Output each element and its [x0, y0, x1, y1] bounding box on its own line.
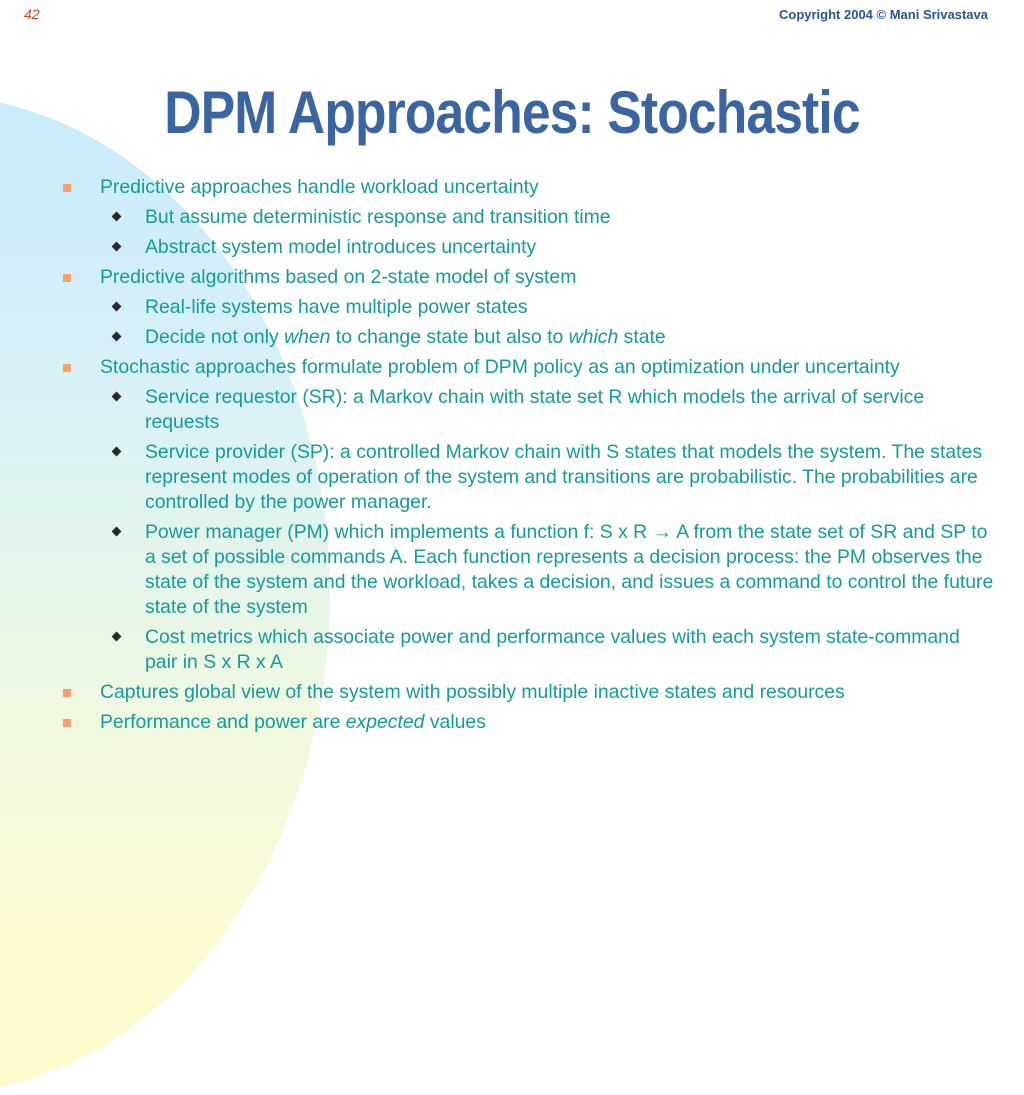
text-segment: state	[618, 326, 666, 348]
bullet-item	[60, 710, 995, 735]
diamond-bullet-icon	[112, 527, 122, 537]
text-segment: Decide not only	[145, 326, 285, 348]
emphasis-text: which	[568, 326, 619, 348]
bullet-text: Service requestor (SR): a Markov chain with state set R which models the arrival of service requests	[145, 386, 925, 433]
diamond-bullet-icon	[112, 392, 122, 402]
bullet-text	[145, 326, 666, 348]
diamond-bullet-icon	[112, 632, 122, 642]
emphasis-text: expected	[345, 711, 425, 733]
bullet-text: Stochastic approaches formulate problem of DPM policy as an optimization under uncertainty	[100, 356, 900, 378]
sub-bullet-item	[60, 235, 995, 260]
sub-bullet-item	[60, 440, 995, 515]
sub-bullet-item	[60, 625, 995, 675]
sub-bullet-item	[60, 325, 995, 350]
diamond-bullet-icon	[112, 447, 122, 457]
sub-bullet-item	[60, 295, 995, 320]
emphasis-text: when	[284, 326, 331, 348]
square-bullet-icon	[63, 719, 71, 727]
sub-bullet-item	[60, 205, 995, 230]
diamond-bullet-icon	[112, 302, 122, 312]
bullet-item	[60, 265, 995, 290]
bullet-item	[60, 175, 995, 200]
copyright-notice: Copyright 2004 © Mani Srivastava	[779, 7, 988, 22]
text-segment: values	[424, 711, 486, 733]
diamond-bullet-icon	[112, 332, 122, 342]
square-bullet-icon	[63, 689, 71, 697]
bullet-text: Power manager (PM) which implements a function f: S x R → A from the state set of SR and SP to a set of possible commands A. Each function represents a decision process: the PM observes the state of the system and the workload, takes a decision, and issues a command to control the future state of the system	[145, 521, 994, 618]
diamond-bullet-icon	[112, 212, 122, 222]
bullet-text: Real-life systems have multiple power states	[145, 296, 528, 318]
text-segment: Performance and power are	[100, 711, 346, 733]
sub-bullet-item	[60, 520, 995, 620]
bullet-list	[60, 175, 995, 740]
bullet-text: But assume deterministic response and transition time	[145, 206, 611, 228]
text-segment: to change state but also to	[330, 326, 569, 348]
square-bullet-icon	[63, 364, 71, 372]
bullet-text: Captures global view of the system with possibly multiple inactive states and resources	[100, 681, 845, 703]
bullet-item	[60, 680, 995, 705]
bullet-item	[60, 355, 995, 380]
sub-bullet-item	[60, 385, 995, 435]
bullet-text: Predictive approaches handle workload uncertainty	[100, 176, 539, 198]
slide-number: 42	[24, 6, 40, 22]
bullet-text: Service provider (SP): a controlled Markov chain with S states that models the system. The states represent modes of operation of the system and transitions are probabilistic. The probabilities are controlled by the power manager.	[145, 441, 983, 513]
bullet-text: Predictive algorithms based on 2-state model of system	[100, 266, 577, 288]
bullet-text: Abstract system model introduces uncertainty	[145, 236, 537, 258]
bullet-text: Cost metrics which associate power and performance values with each system state-command pair in S x R x A	[145, 626, 960, 673]
square-bullet-icon	[63, 184, 71, 192]
diamond-bullet-icon	[112, 242, 122, 252]
square-bullet-icon	[63, 274, 71, 282]
bullet-text	[100, 711, 486, 733]
slide-title: DPM Approaches: Stochastic	[164, 79, 860, 146]
